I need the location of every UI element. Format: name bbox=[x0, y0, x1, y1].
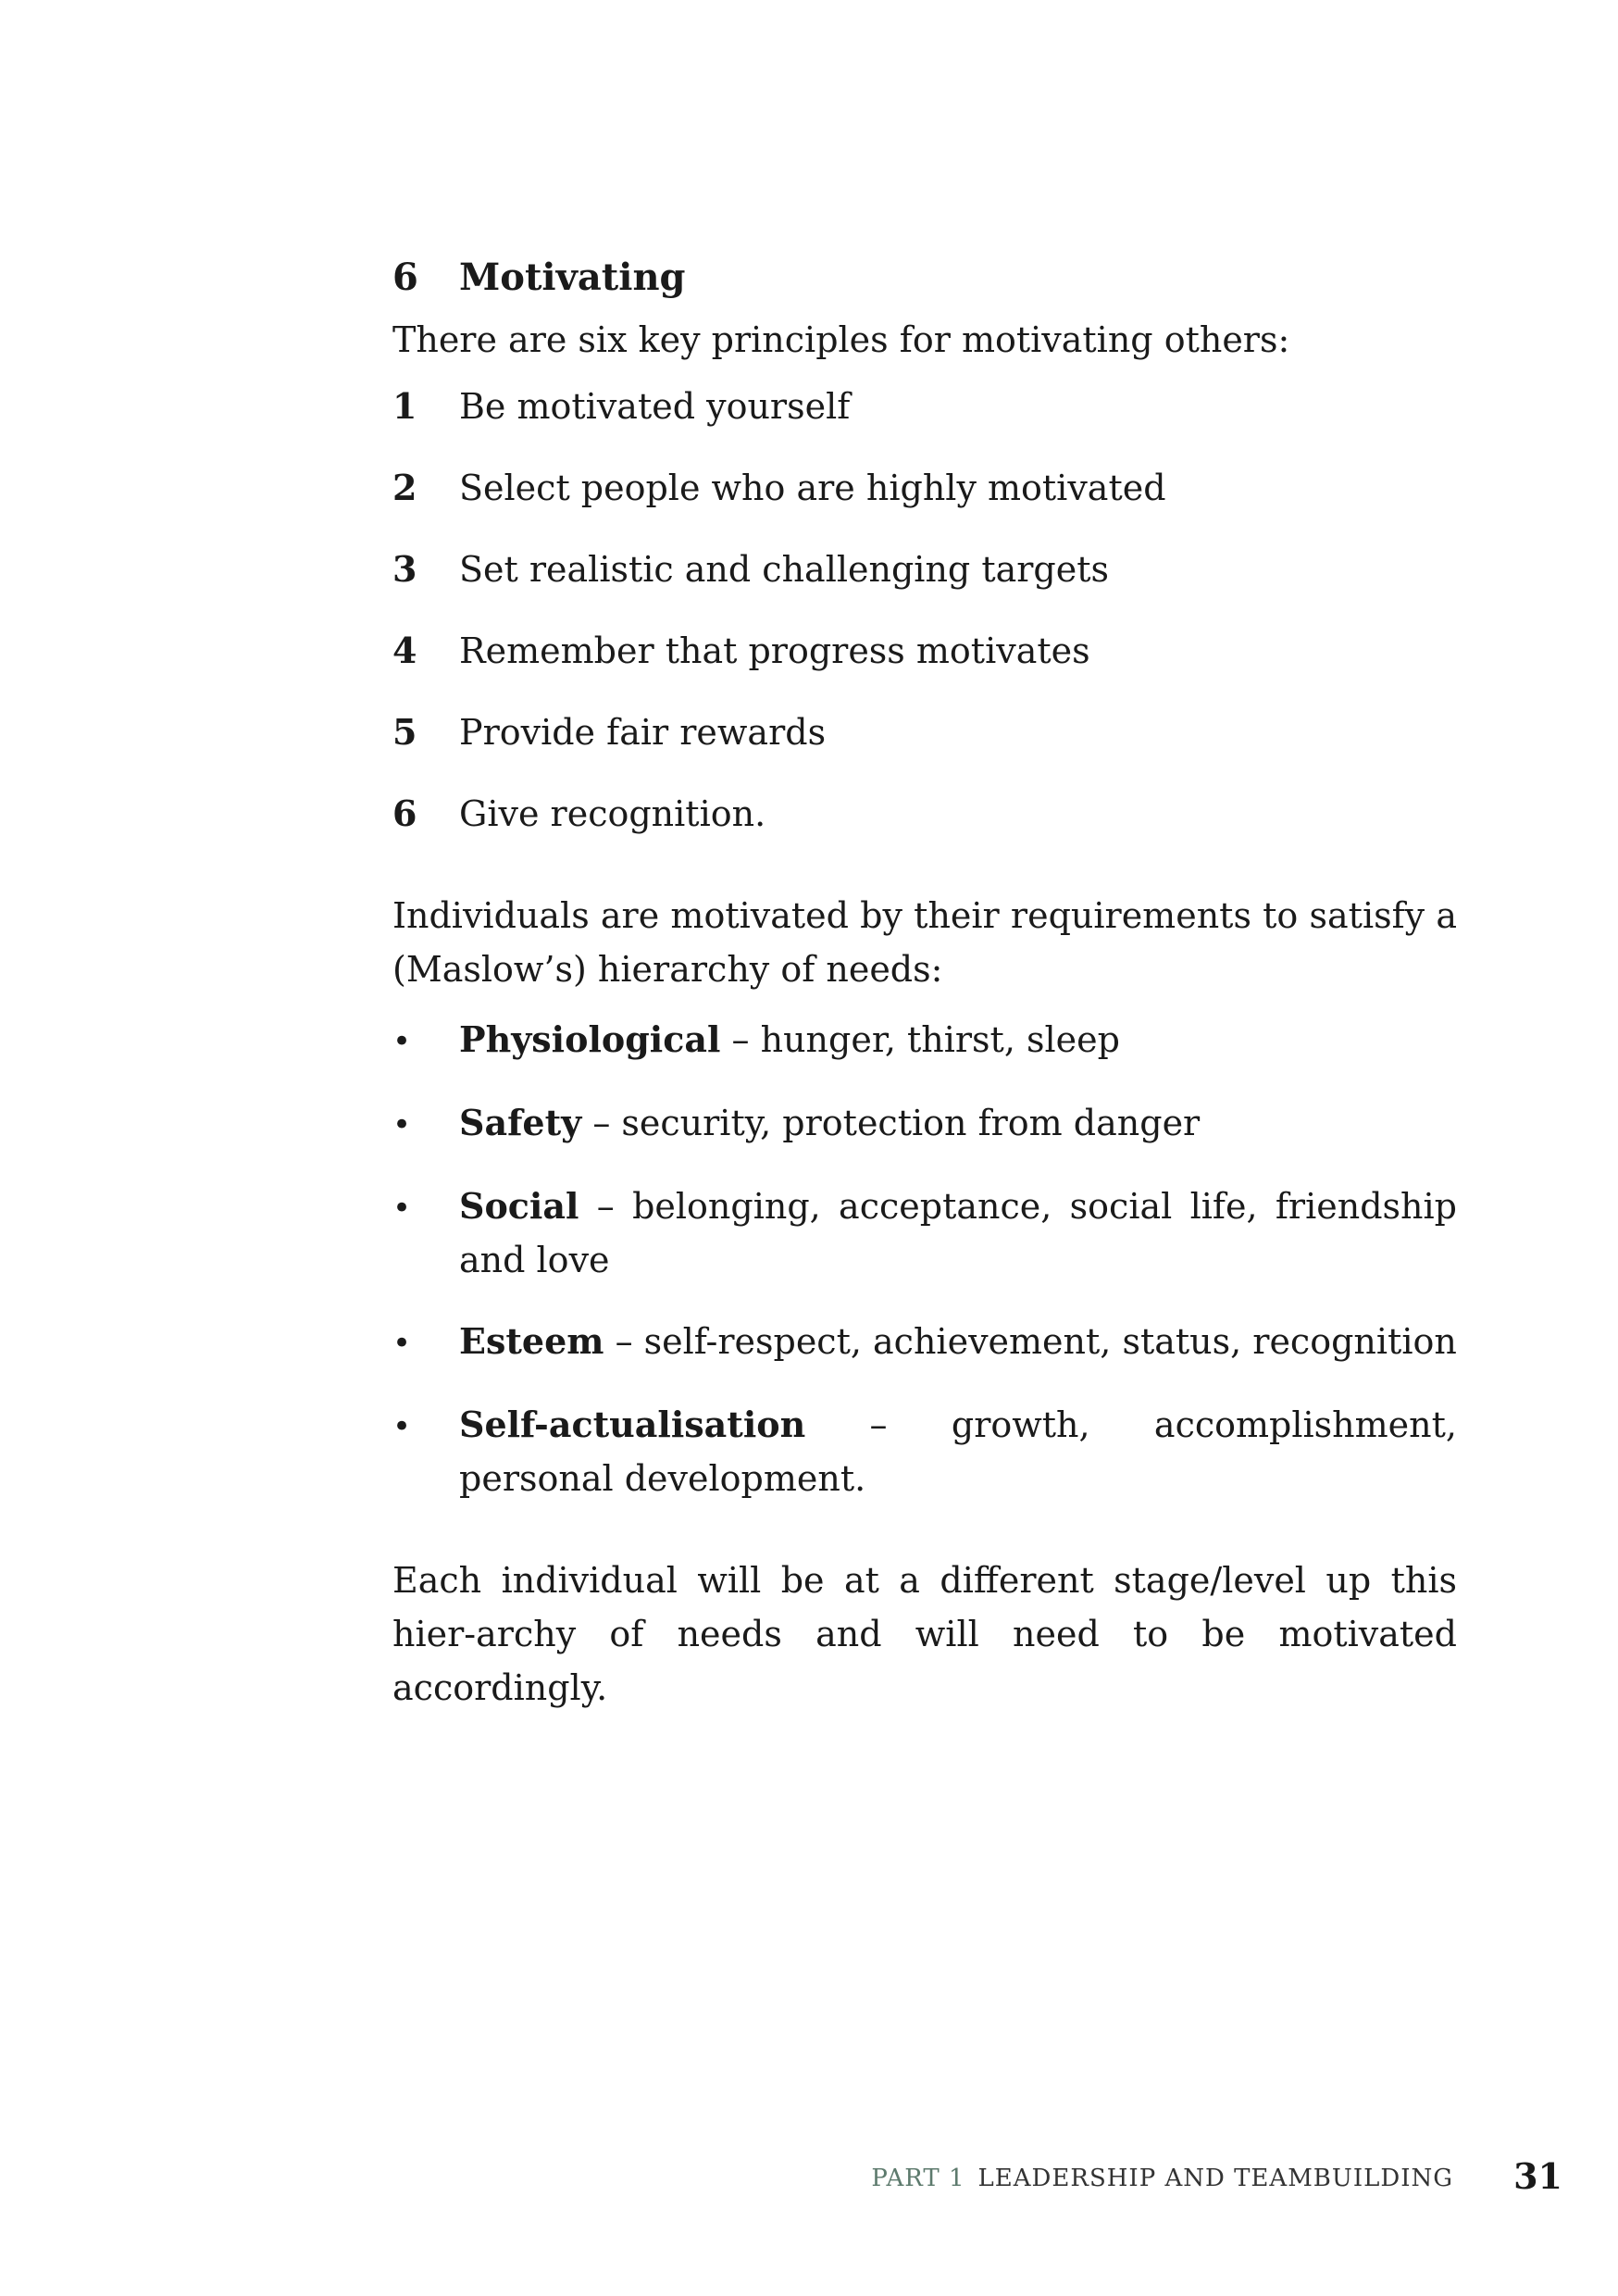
list-item bbox=[392, 705, 1457, 759]
need-term: Physiological bbox=[459, 1018, 721, 1060]
need-term: Esteem bbox=[459, 1320, 604, 1362]
need-term: Safety bbox=[459, 1102, 582, 1143]
page-number: 31 bbox=[1513, 2155, 1562, 2197]
page-body bbox=[392, 250, 1457, 1715]
part-title: LEADERSHIP AND TEAMBUILDING bbox=[977, 2165, 1453, 2192]
list-item bbox=[392, 1096, 1457, 1152]
need-text bbox=[459, 1179, 1457, 1287]
bullet-icon: • bbox=[392, 1106, 412, 1143]
need-term: Self-actualisation bbox=[459, 1404, 806, 1445]
principles-list bbox=[392, 380, 1457, 841]
need-description: – security, protection from danger bbox=[581, 1103, 1201, 1143]
page-footer bbox=[0, 2153, 1618, 2209]
section-heading bbox=[392, 250, 1457, 306]
list-item bbox=[392, 787, 1457, 841]
item-text: Remember that progress motivates bbox=[459, 630, 1090, 671]
item-text: Select people who are highly motivated bbox=[459, 468, 1166, 508]
list-item bbox=[392, 1013, 1457, 1068]
item-number: 5 bbox=[392, 711, 417, 753]
need-description: – belonging, acceptance, social life, friendship and love bbox=[459, 1186, 1457, 1280]
list-item bbox=[392, 380, 1457, 433]
need-description: – self-respect, achievement, status, recognition bbox=[604, 1321, 1457, 1362]
bullet-icon: • bbox=[392, 1190, 412, 1227]
list-item bbox=[392, 543, 1457, 596]
list-item bbox=[392, 624, 1457, 678]
need-text bbox=[459, 1398, 1457, 1505]
list-item bbox=[392, 1315, 1457, 1370]
need-text bbox=[459, 1013, 1457, 1067]
bullet-icon: • bbox=[392, 1023, 412, 1060]
maslow-intro: Individuals are motivated by their requirements to satisfy a (Maslow’s) hierarchy of needs: bbox=[392, 895, 1457, 990]
item-number: 3 bbox=[392, 548, 417, 590]
item-text: Set realistic and challenging targets bbox=[459, 549, 1110, 590]
list-item bbox=[392, 1179, 1457, 1287]
need-description: – hunger, thirst, sleep bbox=[720, 1019, 1120, 1060]
need-description: – growth, accomplishment, personal development. bbox=[459, 1404, 1457, 1499]
list-item bbox=[392, 461, 1457, 515]
bullet-icon: • bbox=[392, 1325, 412, 1362]
need-text bbox=[459, 1096, 1457, 1150]
list-item bbox=[392, 1398, 1457, 1505]
running-footer bbox=[871, 2165, 1453, 2192]
principles-intro: There are six key principles for motivating others: bbox=[392, 319, 1290, 360]
item-number: 1 bbox=[392, 385, 417, 427]
item-text: Be motivated yourself bbox=[459, 386, 851, 427]
needs-list bbox=[392, 1013, 1457, 1505]
bullet-icon: • bbox=[392, 1408, 412, 1445]
item-text: Provide fair rewards bbox=[459, 712, 827, 753]
section-number: 6 bbox=[392, 256, 418, 299]
need-text bbox=[459, 1315, 1457, 1368]
item-number: 4 bbox=[392, 630, 417, 671]
closing-paragraph: Each individual will be at a different stage/level up this hier-archy of needs and will need to be motivated accordingly. bbox=[392, 1560, 1457, 1708]
need-term: Social bbox=[459, 1185, 579, 1227]
section-title: Motivating bbox=[459, 256, 686, 299]
item-text: Give recognition. bbox=[459, 793, 766, 834]
item-number: 6 bbox=[392, 792, 417, 834]
item-number: 2 bbox=[392, 467, 417, 508]
part-label: PART 1 bbox=[871, 2165, 965, 2192]
